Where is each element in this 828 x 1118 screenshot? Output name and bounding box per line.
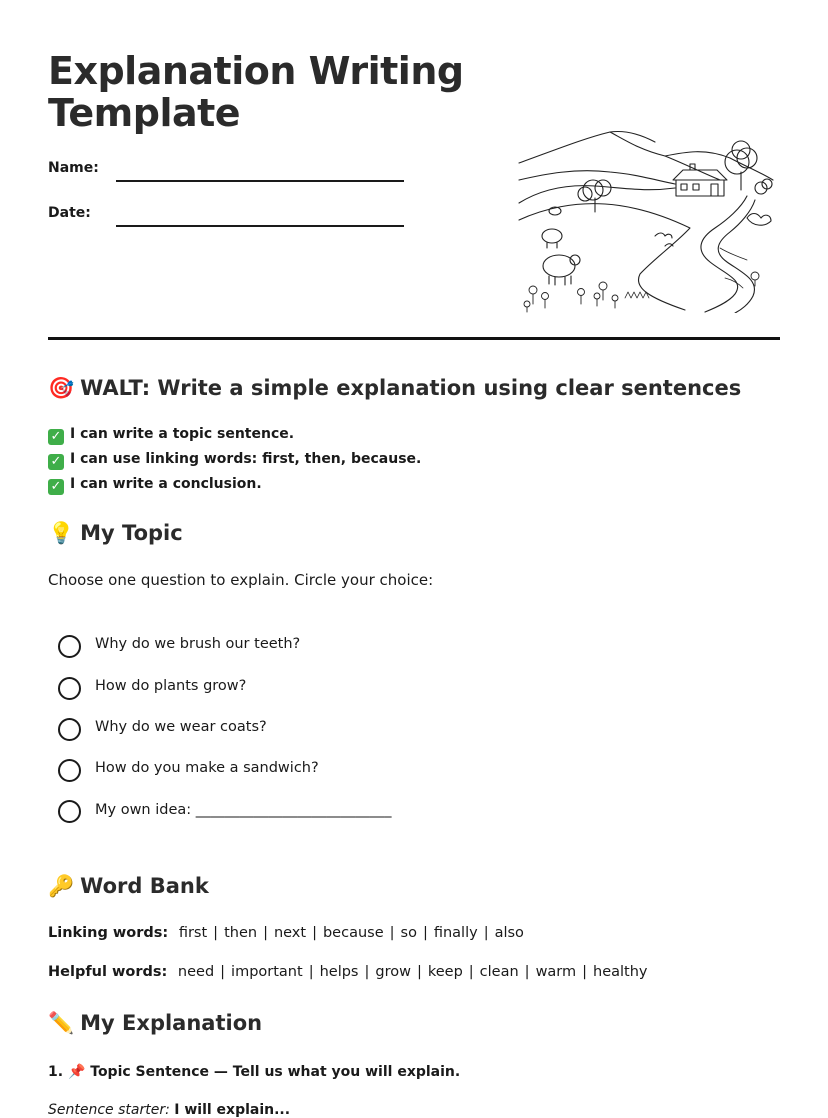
word-bank-word: healthy [593,964,648,980]
pencil-icon: ✏️ [48,1011,75,1035]
word-bank-word: keep [427,964,463,980]
option-radio[interactable] [58,759,81,782]
word-bank-word: need [177,964,215,980]
name-label: Name: [48,160,99,176]
word-bank-word: first [178,925,208,941]
option-radio[interactable] [58,677,81,700]
step-text: Topic Sentence — Tell us what you will explain. [90,1064,461,1080]
option-label: My own idea: ___________________________ [95,802,392,818]
explanation-section [48,1011,262,1036]
word-bank-word: next [273,925,307,941]
sentence-starter [48,1102,290,1118]
word-bank-word: because [322,925,384,941]
word-separator: | [312,925,317,941]
walt-heading [48,376,741,401]
word-separator: | [524,964,530,980]
word-bank-word: important [231,964,303,980]
explanation-heading [48,1011,262,1036]
word-separator: | [263,925,268,941]
word-separator: | [213,925,219,941]
helpful-words-label: Helpful words: [48,964,168,980]
word-bank-word: clean [479,964,519,980]
option-radio[interactable] [58,718,81,741]
linking-words-label: Linking words: [48,925,169,941]
checkmark-icon: ✓ [48,429,64,445]
word-separator: | [422,925,428,941]
word-separator: | [468,964,474,980]
word-bank-word: finally [433,925,478,941]
checkmark-icon: ✓ [48,454,64,470]
word-separator: | [220,964,226,980]
success-criteria-item [48,426,294,445]
word-bank-word: helps [319,964,359,980]
word-bank-section [48,874,209,899]
word-separator: | [582,964,588,980]
criteria-text: I can use linking words: first, then, because. [70,451,422,467]
topic-heading-text: My Topic [80,521,183,545]
word-separator: | [389,925,395,941]
helpful-words-list [178,964,648,980]
option-radio[interactable] [58,800,81,823]
word-bank-word: so [400,925,417,941]
page-title: Explanation Writing Template [48,49,464,135]
success-criteria-item [48,451,421,470]
date-label: Date: [48,205,91,221]
word-bank-word: grow [375,964,411,980]
checkmark-icon: ✓ [48,479,64,495]
option-radio[interactable] [58,635,81,658]
word-separator: | [364,964,370,980]
topic-heading [48,521,183,546]
sentence-starter-text: I will explain... [174,1102,291,1118]
date-field[interactable] [116,225,404,227]
criteria-text: I can write a conclusion. [70,476,262,492]
section-divider [48,337,780,340]
walt-section [48,376,741,401]
word-bank-word: warm [535,964,577,980]
option-label: How do you make a sandwich? [95,760,319,776]
key-icon: 🔑 [48,874,75,898]
helpful-words-row [48,964,648,980]
name-field[interactable] [116,180,404,182]
word-bank-heading-text: Word Bank [80,874,209,898]
topic-instruction: Choose one question to explain. Circle your choice: [48,571,434,589]
word-bank-word: then [224,925,258,941]
success-criteria-item [48,476,262,495]
word-bank-word: also [494,925,524,941]
pushpin-icon: 📌 [67,1064,86,1080]
word-separator: | [483,925,489,941]
word-bank-heading [48,874,209,899]
option-label: Why do we wear coats? [95,719,267,735]
criteria-text: I can write a topic sentence. [70,426,295,442]
word-separator: | [416,964,422,980]
step-topic-sentence [48,1064,460,1080]
walt-heading-text: WALT: Write a simple explanation using clear sentences [80,376,742,400]
countryside-illustration [515,128,777,313]
linking-words-row [48,925,524,941]
target-icon: 🎯 [48,376,75,400]
lightbulb-icon: 💡 [48,521,75,545]
topic-section [48,521,183,546]
linking-words-list [179,925,524,941]
word-separator: | [308,964,314,980]
option-label: Why do we brush our teeth? [95,636,301,652]
option-label: How do plants grow? [95,678,247,694]
sentence-starter-label: Sentence starter: [48,1102,170,1118]
step-number: 1. [48,1064,64,1080]
explanation-heading-text: My Explanation [80,1011,263,1035]
